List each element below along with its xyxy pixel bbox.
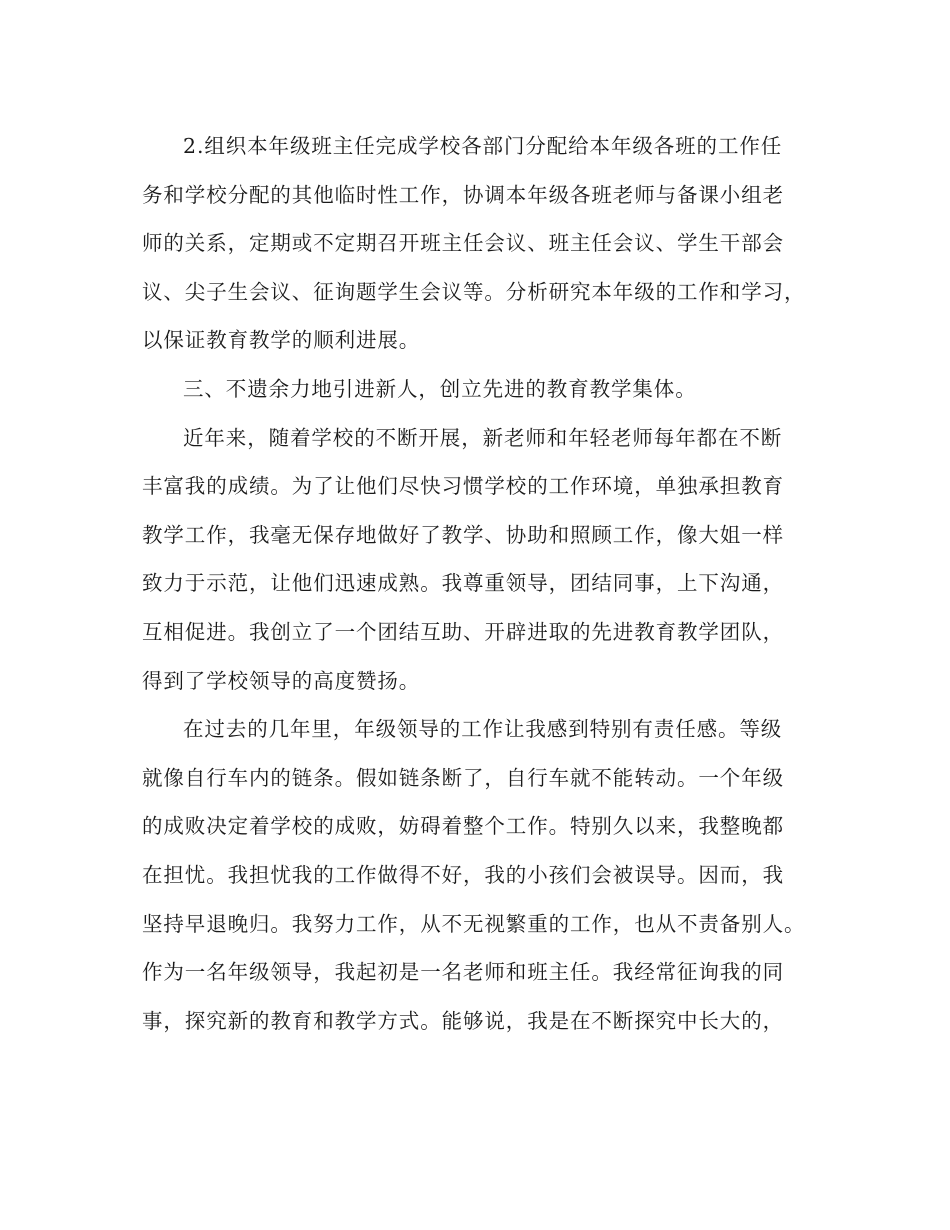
text-line: 事，探究新的教育和教学方式。能够说，我是在不断探究中长大的， xyxy=(142,1008,784,1033)
text-line: 议、尖子生会议、征询题学生会议等。分析研究本年级的工作和学习， xyxy=(142,279,806,304)
text-line: 以保证教育教学的顺利进展。 xyxy=(142,328,421,353)
text-line: 互相促进。我创立了一个团结互助、开辟进取的先进教育教学团队， xyxy=(142,619,784,644)
text-line: 在过去的几年里，年级领导的工作让我感到特别有责任感。等级 xyxy=(183,717,783,742)
section-heading: 三、不遗余力地引进新人，创立先进的教育教学集体。 xyxy=(183,376,697,401)
text-line: 坚持早退晚归。我努力工作，从不无视繁重的工作，也从不责备别人。 xyxy=(142,911,806,936)
text-line: 2.组织本年级班主任完成学校各部门分配给本年级各班的工作任 xyxy=(183,134,783,158)
text-line: 近年来，随着学校的不断开展，新老师和年轻老师每年都在不断 xyxy=(183,425,783,450)
text-line: 作为一名年级领导，我起初是一名老师和班主任。我经常征询我的同 xyxy=(142,960,784,985)
text-line: 致力于示范，让他们迅速成熟。我尊重领导，团结同事，上下沟通， xyxy=(142,571,784,596)
text-line: 得到了学校领导的高度赞扬。 xyxy=(142,668,421,693)
text-line: 丰富我的成绩。为了让他们尽快习惯学校的工作环境，单独承担教育 xyxy=(142,474,784,499)
text-line: 在担忧。我担忧我的工作做得不好，我的小孩们会被误导。因而，我 xyxy=(142,862,784,887)
body-text xyxy=(142,122,842,1045)
text-line: 师的关系，定期或不定期召开班主任会议、班主任会议、学生干部会 xyxy=(142,231,784,256)
text-line: 的成败决定着学校的成败，妨碍着整个工作。特别久以来，我整晚都 xyxy=(142,814,784,839)
text-line: 就像自行车内的链条。假如链条断了，自行车就不能转动。一个年级 xyxy=(142,765,784,790)
text-line: 务和学校分配的其他临时性工作，协调本年级各班老师与备课小组老 xyxy=(142,182,784,207)
text-line: 教学工作，我毫无保存地做好了教学、协助和照顾工作，像大姐一样 xyxy=(142,522,784,547)
